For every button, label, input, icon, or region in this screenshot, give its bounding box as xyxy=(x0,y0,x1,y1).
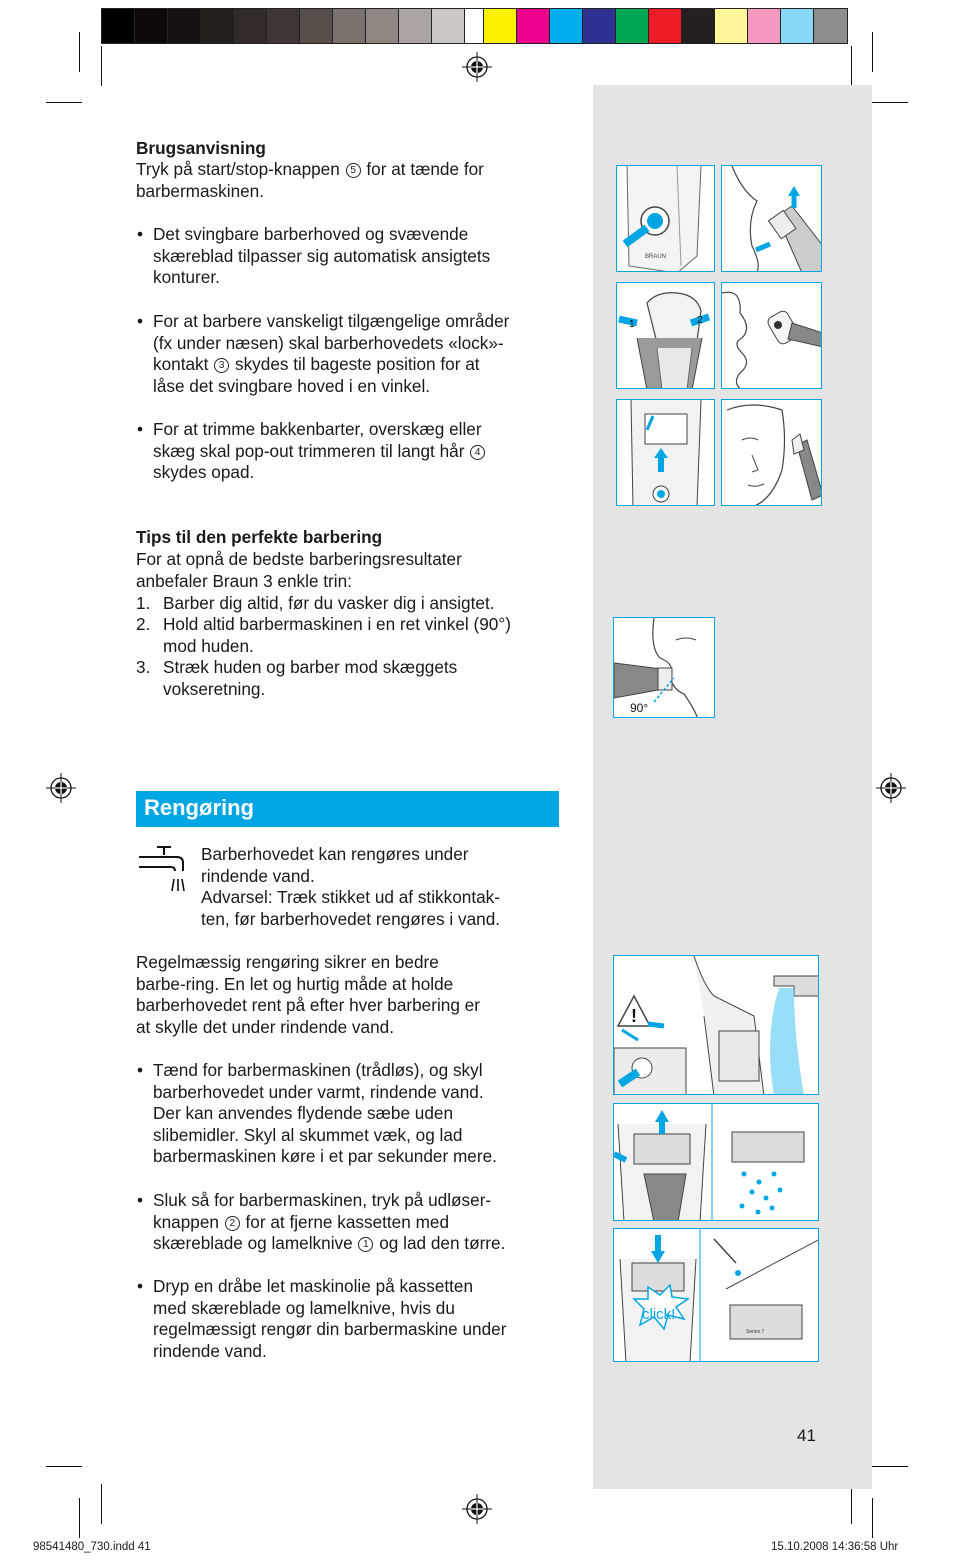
color-swatch xyxy=(550,9,583,43)
cleaning-para-line: Regelmæssig rengøring sikrer en bedre xyxy=(136,952,439,972)
text-line xyxy=(153,1212,505,1234)
trimmer-illustration xyxy=(722,166,822,272)
water-note-line: Barberhovedet kan rengøres under xyxy=(201,844,469,864)
bullet-dot: • xyxy=(137,1276,144,1296)
text-line: konturer. xyxy=(153,267,220,288)
text-segment: og lad den tørre. xyxy=(379,1233,506,1254)
text-line: Tænd for barbermaskinen (trådløs), og skyl xyxy=(153,1060,483,1080)
color-swatch xyxy=(333,9,366,43)
callout-number: 2 xyxy=(225,1216,240,1231)
crop-mark xyxy=(101,46,102,86)
tips-step-2-text: mod huden. xyxy=(163,636,254,656)
text-line: rindende vand. xyxy=(153,1340,267,1361)
step-2-label: 2 xyxy=(697,315,703,326)
text-line: skæreblad tilpasser sig automatisk ansigtets xyxy=(153,245,491,266)
bullet-dot: • xyxy=(137,1190,144,1210)
text-segment: kontakt xyxy=(153,354,209,375)
crop-mark xyxy=(872,1466,908,1467)
figure-under-nose xyxy=(721,282,822,389)
color-swatch xyxy=(616,9,649,43)
color-swatch xyxy=(300,9,333,43)
text-line: For at trimme bakkenbarter, overskæg eller xyxy=(153,419,482,439)
usage-bullet-1 xyxy=(137,224,491,289)
figure-start-button xyxy=(616,165,715,272)
bullet-dot: • xyxy=(137,419,144,439)
water-note-line: ten, før barberhovedet rengøres i vand. xyxy=(201,909,501,929)
usage-bullet-3 xyxy=(137,419,486,484)
crop-mark xyxy=(46,102,82,103)
color-swatch xyxy=(484,9,517,43)
color-swatch xyxy=(517,9,550,43)
crop-mark xyxy=(79,1498,80,1538)
usage-bullet-2 xyxy=(137,311,510,397)
usage-heading: Brugsanvisning xyxy=(136,138,266,158)
page-number: 41 xyxy=(797,1426,816,1445)
figure-remove-cassette xyxy=(613,1103,819,1221)
registration-mark-icon xyxy=(462,52,492,82)
tips-step-1-number: 1. xyxy=(136,593,151,613)
cleaning-bullet-3 xyxy=(137,1276,507,1362)
footer-file: 98541480_730.indd 41 xyxy=(33,1541,151,1553)
crop-mark xyxy=(79,32,80,72)
text-segment: Tryk på start/stop-knappen xyxy=(136,159,340,179)
color-swatch xyxy=(432,9,465,43)
figure-trimmer-slide xyxy=(616,399,715,506)
color-swatch xyxy=(102,9,135,43)
face-front-illustration xyxy=(722,400,822,506)
footer-timestamp: 15.10.2008 14:36:58 Uhr xyxy=(771,1541,899,1553)
registration-mark-icon xyxy=(876,773,906,803)
tips-step-2-text: Hold altid barbermaskinen i en ret vinkel (90°) xyxy=(163,614,511,634)
figure-lock-switch xyxy=(616,282,715,389)
text-line: regelmæssigt rengør din barbermaskine under xyxy=(153,1319,507,1340)
figure-90-degree xyxy=(613,617,715,718)
shaver-head-illustration xyxy=(617,283,715,389)
text-segment: knappen xyxy=(153,1211,219,1232)
color-swatch xyxy=(649,9,682,43)
bullet-dot: • xyxy=(137,311,144,331)
text-segment: skæg skal pop-out trimmeren til langt hår xyxy=(153,440,465,461)
text-line: Dryp en dråbe let maskinolie på kassetten xyxy=(153,1276,474,1296)
color-bar-grayscale xyxy=(101,8,499,44)
step-1-label: 1 xyxy=(629,319,635,330)
crop-mark xyxy=(101,1484,102,1524)
text-line xyxy=(153,354,509,376)
figure-trimmer-up xyxy=(721,165,822,272)
cleaning-para-line: barbe-ring. En let og hurtig måde at holde xyxy=(136,974,454,994)
bullet-dot: • xyxy=(137,224,144,244)
color-swatch xyxy=(814,9,847,43)
text-segment: skydes til bageste position for at xyxy=(234,354,480,375)
tips-step-1-text: Barber dig altid, før du vasker dig i ansigtet. xyxy=(163,593,495,613)
color-swatch xyxy=(682,9,715,43)
shaver-trimmer-illustration xyxy=(617,400,715,506)
text-line: For at barbere vanskeligt tilgængelige områder xyxy=(153,311,510,331)
cleaning-para-line: barberhovedet rent på efter hver barbering er xyxy=(136,995,480,1015)
registration-mark-icon xyxy=(462,1494,492,1524)
crop-mark xyxy=(851,1484,852,1524)
figure-insert-cassette xyxy=(613,1228,819,1362)
cleaning-bullet-2 xyxy=(137,1190,506,1255)
cleaning-bullet-1 xyxy=(137,1060,497,1168)
tips-step-3-text: Stræk huden og barber mod skæggets xyxy=(163,657,458,677)
text-line: (fx under næsen) skal barberhovedets «lock»- xyxy=(153,332,504,353)
tips-intro-line1: For at opnå de bedste barberingsresultater xyxy=(136,549,462,569)
text-line: barbermaskinen køre i et par sekunder mere. xyxy=(153,1146,497,1167)
color-swatch xyxy=(267,9,300,43)
callout-number: 3 xyxy=(214,358,229,373)
color-swatch xyxy=(583,9,616,43)
crop-mark xyxy=(872,32,873,72)
svg-text:!: ! xyxy=(631,1006,637,1026)
text-line xyxy=(153,441,486,463)
remove-cassette-illustration xyxy=(614,1104,819,1221)
text-line: Sluk så for barbermaskinen, tryk på udløser- xyxy=(153,1190,492,1210)
water-tap-icon xyxy=(137,845,189,893)
text-line: låse det svingbare hoved i en vinkel. xyxy=(153,375,431,396)
crop-mark xyxy=(872,102,908,103)
tips-intro-line2: anbefaler Braun 3 enkle trin: xyxy=(136,571,352,591)
water-note-line: rindende vand. xyxy=(201,866,315,886)
tips-step-2-number: 2. xyxy=(136,614,151,634)
usage-intro-line2: barbermaskinen. xyxy=(136,181,265,201)
text-segment: for at fjerne kassetten med xyxy=(245,1211,450,1232)
color-swatch xyxy=(399,9,432,43)
color-swatch xyxy=(168,9,201,43)
text-line: skydes opad. xyxy=(153,462,255,483)
color-swatch xyxy=(135,9,168,43)
text-line: barberhovedet under varmt, rindende vand. xyxy=(153,1081,484,1102)
crop-mark xyxy=(851,46,852,86)
shaver-front-illustration xyxy=(617,166,715,272)
color-swatch xyxy=(748,9,781,43)
angle-label: 90° xyxy=(630,701,649,715)
color-bar-process xyxy=(483,8,848,44)
cleaning-section-header xyxy=(136,791,559,827)
tips-step-3-number: 3. xyxy=(136,657,151,677)
callout-number: 5 xyxy=(346,163,361,178)
text-line xyxy=(153,1233,505,1255)
text-line: med skæreblade og lamelknive, hvis du xyxy=(153,1297,455,1318)
color-swatch xyxy=(366,9,399,43)
rinse-illustration xyxy=(614,956,819,1095)
bullet-dot: • xyxy=(137,1060,144,1080)
shaving-angle-illustration xyxy=(614,618,715,718)
crop-mark xyxy=(872,1498,873,1538)
insert-cassette-illustration xyxy=(614,1229,819,1362)
registration-mark-icon xyxy=(46,773,76,803)
face-profile-illustration xyxy=(722,283,822,389)
figure-sideburns xyxy=(721,399,822,506)
figure-rinse-under-tap xyxy=(613,955,819,1095)
tips-heading: Tips til den perfekte barbering xyxy=(136,527,383,547)
click-label: click! xyxy=(642,1306,676,1323)
text-segment: for at tænde for xyxy=(366,159,484,179)
series-label: Series 7 xyxy=(746,1329,765,1335)
color-swatch xyxy=(201,9,234,43)
callout-number: 4 xyxy=(470,445,485,460)
text-line: Det svingbare barberhoved og svævende xyxy=(153,224,469,244)
callout-number: 1 xyxy=(358,1237,373,1252)
crop-mark xyxy=(46,1466,82,1467)
cleaning-title: Rengøring xyxy=(144,795,254,820)
color-swatch xyxy=(781,9,814,43)
text-segment: skæreblade og lamelknive xyxy=(153,1233,353,1254)
color-swatch xyxy=(715,9,748,43)
water-note-line: Advarsel: Træk stikket ud af stikkontak- xyxy=(201,887,500,907)
text-line: slibemidler. Skyl al skummet væk, og lad xyxy=(153,1124,463,1145)
color-swatch xyxy=(234,9,267,43)
text-line: Der kan anvendes flydende sæbe uden xyxy=(153,1103,454,1124)
usage-intro-line1 xyxy=(136,159,484,181)
cleaning-para-line: at skylle det under rindende vand. xyxy=(136,1017,394,1037)
tips-step-3-text: vokseretning. xyxy=(163,679,266,699)
brand-text: BRAUN xyxy=(645,254,667,260)
